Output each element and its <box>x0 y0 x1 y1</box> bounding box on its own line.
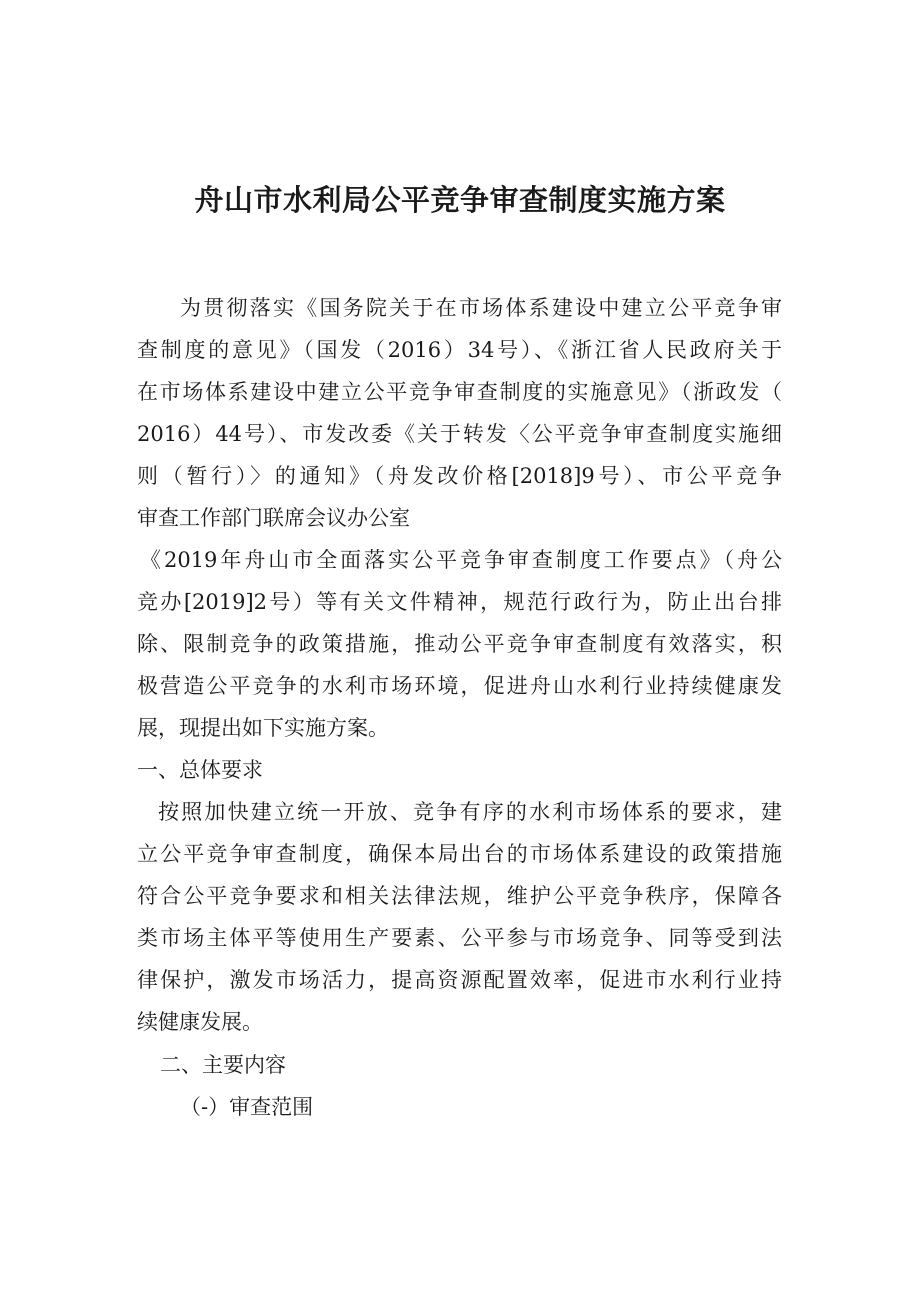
paragraph-line: 为贯彻落实《国务院关于在市场体系建设中建立公平竞争审 <box>180 296 782 320</box>
paragraph-line: 2016）44号）、市发改委《关于转发〈公平竞争审查制度实施细 <box>137 422 782 446</box>
paragraph-line: 展，现提出如下实施方案。 <box>137 716 389 740</box>
subsection-heading: （-）审查范围 <box>180 1095 314 1119</box>
paragraph-line: 类市场主体平等使用生产要素、公平参与市场竞争、同等受到法 <box>137 926 782 950</box>
paragraph-line: 续健康发展。 <box>137 1010 263 1034</box>
document-title: 舟山市水利局公平竞争审查制度实施方案 <box>194 183 726 217</box>
paragraph-line: 按照加快建立统一开放、竞争有序的水利市场体系的要求，建 <box>158 800 782 824</box>
paragraph-line: 在市场体系建设中建立公平竞争审查制度的实施意见》（浙政发（ <box>137 380 782 404</box>
paragraph-line: 除、限制竞争的政策措施，推动公平竞争审查制度有效落实，积 <box>137 632 782 656</box>
paragraph-line: 竞办[2019]2号）等有关文件精神，规范行政行为，防止出台排 <box>137 590 782 614</box>
paragraph-line: 则（暂行）〉的通知》（舟发改价格[2018]9号）、市公平竞争 <box>137 464 782 488</box>
paragraph-line: 查制度的意见》（国发（2016）34号）、《浙江省人民政府关于 <box>137 338 782 362</box>
paragraph-line: 符合公平竞争要求和相关法律法规，维护公平竞争秩序，保障各 <box>137 884 782 908</box>
paragraph-line: 审查工作部门联席会议办公室 <box>137 506 410 530</box>
paragraph-line: 律保护，激发市场活力，提高资源配置效率，促进市水利行业持 <box>137 968 782 992</box>
paragraph-line: 极营造公平竞争的水利市场环境，促进舟山水利行业持续健康发 <box>137 674 782 698</box>
paragraph-line: 《2019年舟山市全面落实公平竞争审查制度工作要点》（舟公 <box>140 548 782 572</box>
paragraph-line: 立公平竞争审查制度，确保本局出台的市场体系建设的政策措施 <box>137 842 782 866</box>
section-heading: 二、主要内容 <box>160 1053 286 1077</box>
section-heading: 一、总体要求 <box>137 758 263 782</box>
